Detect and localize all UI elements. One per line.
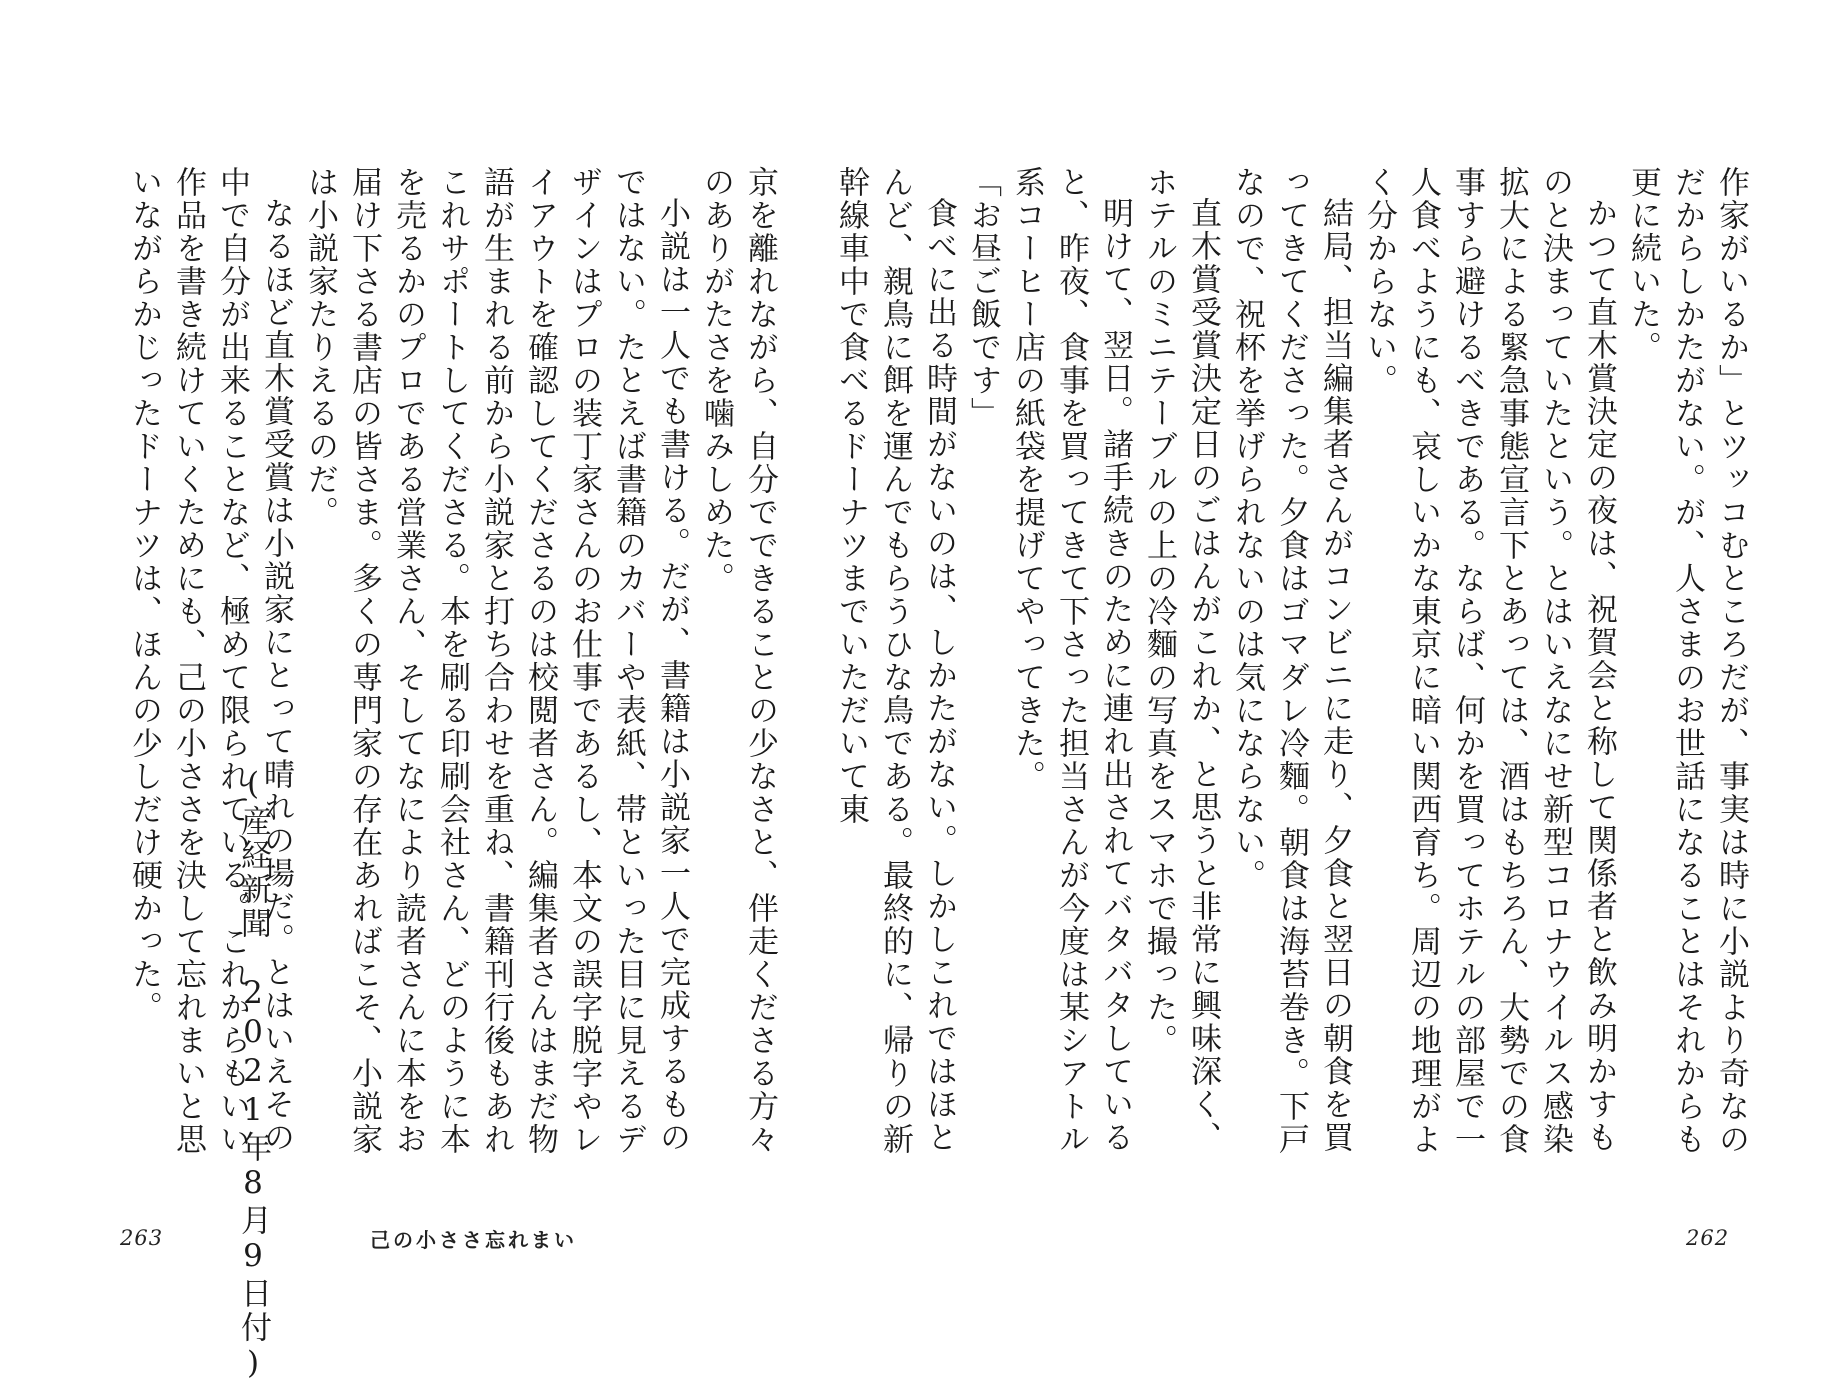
running-head: 己の小ささ忘れまい bbox=[370, 1228, 577, 1252]
paragraph: 結局、担当編集者さんがコンビニに走り、夕食と翌日の朝食を買ってきてくださった。夕食はゴマダレ冷麵。朝食は海苔巻き。下戸なので、祝杯を挙げられないのは気にならない。 bbox=[1229, 166, 1353, 1156]
paragraph: かつて直木賞決定の夜は、祝賀会と称して関係者と飲み明かすものと決まっていたという。とはいえなにせ新型コロナウイルス感染拡大による緊急事態宣言下とあっては、酒はもちろん、大勢での食事すら避けるべきである。ならば、何かを買ってホテルの部屋で一人食べようにも、哀しいかな東京に暗い関西育ち。周辺の地理がよく分からない。 bbox=[1361, 166, 1617, 1156]
paragraph: 食べに出る時間がないのは、しかたがない。しかしこれではほとんど、親鳥に餌を運んでもらうひな鳥である。最終的に、帰りの新幹線車中で食べるドーナツまでいただいて東 bbox=[833, 166, 957, 1156]
paragraph: なるほど直木賞受賞は小説家にとって晴れの場だ。とはいえその中で自分が出来ることなど、極めて限られている。これからもいい作品を書き続けていくためにも、己の小ささを決して忘れまいと思いながらかじったドーナツは、ほんの少しだけ硬かった。 bbox=[126, 166, 294, 1156]
left-page-body bbox=[126, 166, 782, 1176]
page-number-left: 263 bbox=[120, 1226, 164, 1250]
paragraph: 作家がいるか」とツッコむところだが、事実は時に小説より奇なのだからしかたがない。が、人さまのお世話になることはそれからも更に続いた。 bbox=[1625, 166, 1749, 1156]
right-page bbox=[833, 0, 1836, 1350]
paragraph: 京を離れながら、自分でできることの少なさと、伴走くださる方々のありがたさを噛みしめた。 bbox=[698, 166, 778, 1156]
paragraph: 小説は一人でも書ける。だが、書籍は小説家一人で完成するものではない。たとえば書籍のカバーや表紙、帯といった目に見えるデザインはプロの装丁家さんのお仕事であるし、本文の誤字脱字やレイアウトを確認してくださるのは校閲者さん。編集者さんはまだ物語が生まれる前から小説家と打ち合わせを重ね、書籍刊行後もあれこれサポートしてくださる。本を刷る印刷会社さん、どのように本を売るかのプロである営業さん、そしてなにより読者さんに本をお届け下さる書店の皆さま。多くの専門家の存在あればこそ、小説家は小説家たりえるのだ。 bbox=[302, 166, 690, 1156]
page-number-right: 262 bbox=[1686, 1226, 1730, 1250]
right-page-body bbox=[833, 166, 1753, 1176]
publication-credit: (産経新聞 2021年8月9日付) bbox=[235, 766, 271, 1384]
paragraph: 明けて、翌日。諸手続きのために連れ出されてバタバタしていると、昨夜、食事を買ってきて下さった担当さんが今度は某シアトル系コーヒー店の紙袋を提げてやってきた。 bbox=[1009, 166, 1133, 1156]
paragraph: 直木賞受賞決定日のごはんがこれか、と思うと非常に興味深く、ホテルのミニテーブルの上の冷麵の写真をスマホで撮った。 bbox=[1141, 166, 1221, 1154]
paragraph: 「お昼ご飯です」 bbox=[965, 166, 1001, 430]
